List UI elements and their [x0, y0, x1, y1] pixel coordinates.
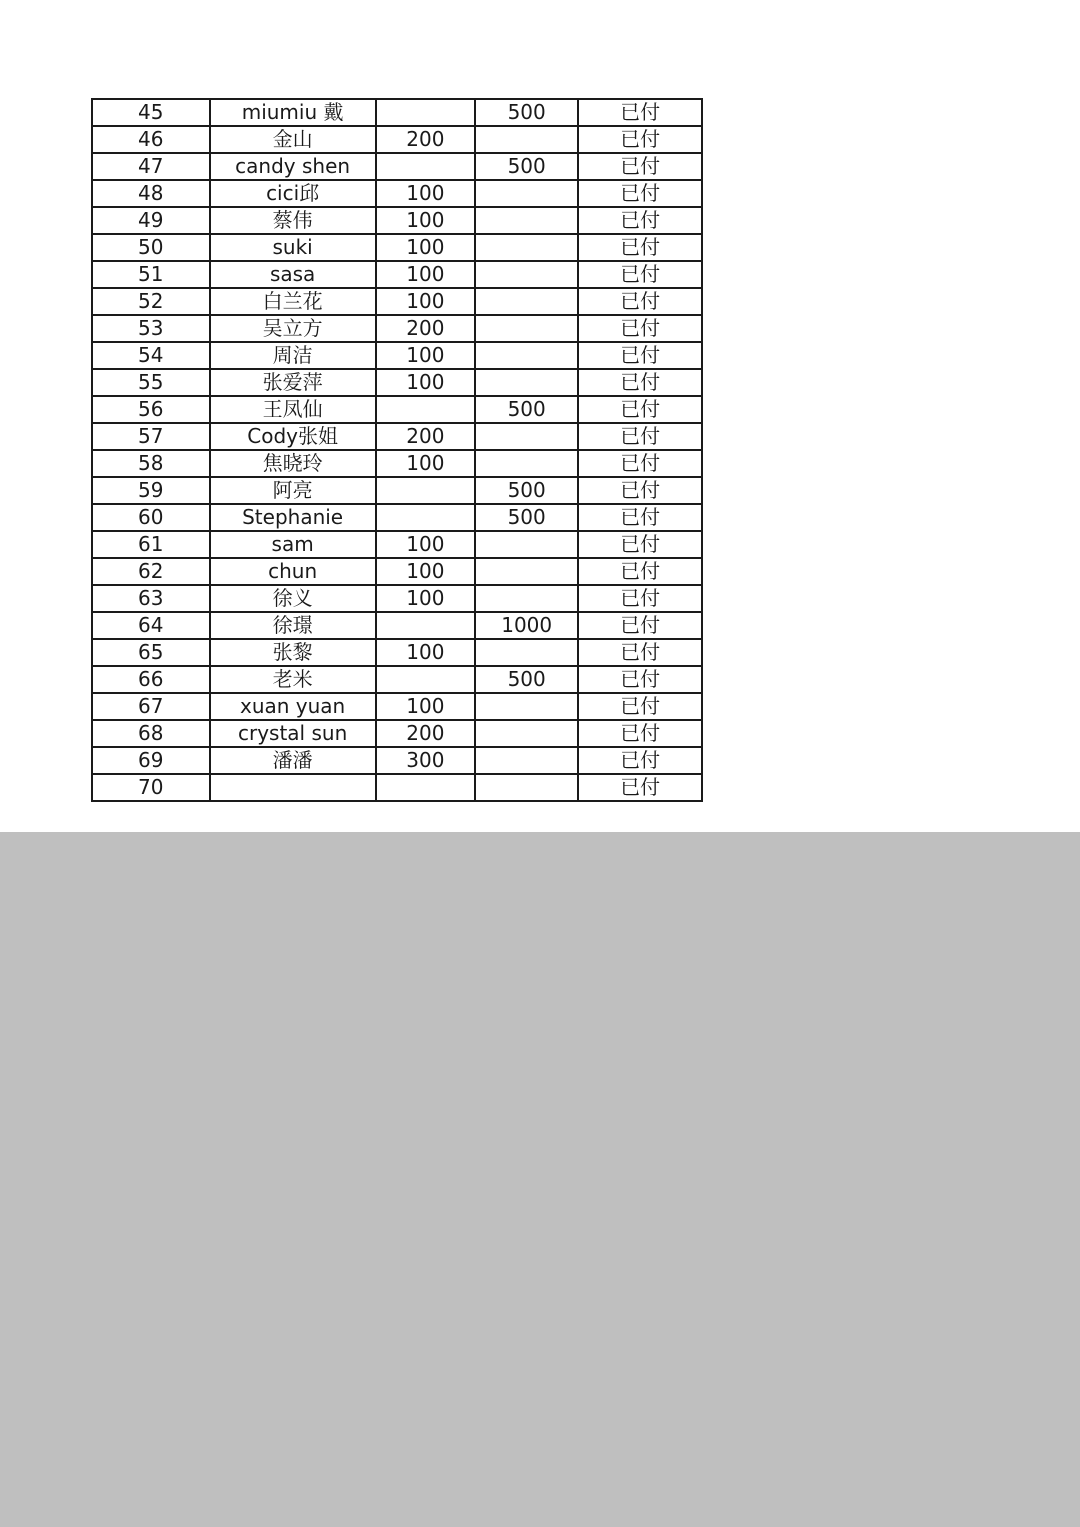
amount-a-cell: 100	[376, 531, 475, 558]
row-number-cell: 70	[92, 774, 210, 801]
row-number-cell: 54	[92, 342, 210, 369]
amount-b-cell	[475, 315, 578, 342]
amount-b-cell	[475, 342, 578, 369]
name-cell: candy shen	[210, 153, 376, 180]
table-row	[92, 747, 702, 774]
table-row	[92, 396, 702, 423]
payment-status-cell: 已付	[578, 693, 702, 720]
payment-status-cell: 已付	[578, 126, 702, 153]
row-number-cell: 68	[92, 720, 210, 747]
amount-b-cell: 500	[475, 99, 578, 126]
table-row	[92, 207, 702, 234]
table-row	[92, 504, 702, 531]
amount-b-cell	[475, 261, 578, 288]
name-cell: 张黎	[210, 639, 376, 666]
payment-status-cell: 已付	[578, 720, 702, 747]
row-number-cell: 45	[92, 99, 210, 126]
amount-a-cell	[376, 477, 475, 504]
amount-a-cell: 300	[376, 747, 475, 774]
amount-b-cell	[475, 207, 578, 234]
payment-status-cell: 已付	[578, 261, 702, 288]
name-cell: suki	[210, 234, 376, 261]
table-row	[92, 180, 702, 207]
row-number-cell: 69	[92, 747, 210, 774]
row-number-cell: 61	[92, 531, 210, 558]
payment-status-cell: 已付	[578, 504, 702, 531]
name-cell: 焦晓玲	[210, 450, 376, 477]
payment-status-cell: 已付	[578, 396, 702, 423]
row-number-cell: 59	[92, 477, 210, 504]
amount-b-cell	[475, 585, 578, 612]
table-row	[92, 531, 702, 558]
payment-status-cell: 已付	[578, 99, 702, 126]
payment-status-cell: 已付	[578, 477, 702, 504]
payment-status-cell: 已付	[578, 153, 702, 180]
amount-b-cell	[475, 450, 578, 477]
payment-status-cell: 已付	[578, 666, 702, 693]
amount-b-cell: 500	[475, 666, 578, 693]
name-cell: Cody张姐	[210, 423, 376, 450]
payment-status-cell: 已付	[578, 612, 702, 639]
row-number-cell: 49	[92, 207, 210, 234]
table-body	[92, 99, 702, 801]
table-row	[92, 612, 702, 639]
row-number-cell: 46	[92, 126, 210, 153]
name-cell: 王凤仙	[210, 396, 376, 423]
amount-a-cell: 100	[376, 639, 475, 666]
amount-a-cell: 100	[376, 207, 475, 234]
name-cell: 周洁	[210, 342, 376, 369]
amount-a-cell	[376, 504, 475, 531]
amount-b-cell	[475, 774, 578, 801]
table-row	[92, 99, 702, 126]
amount-b-cell	[475, 639, 578, 666]
amount-a-cell: 100	[376, 180, 475, 207]
payment-status-cell: 已付	[578, 558, 702, 585]
amount-a-cell: 100	[376, 234, 475, 261]
amount-b-cell: 500	[475, 477, 578, 504]
table-row	[92, 342, 702, 369]
amount-b-cell	[475, 558, 578, 585]
name-cell: 老米	[210, 666, 376, 693]
amount-b-cell	[475, 369, 578, 396]
row-number-cell: 50	[92, 234, 210, 261]
row-number-cell: 53	[92, 315, 210, 342]
row-number-cell: 48	[92, 180, 210, 207]
payment-status-cell: 已付	[578, 585, 702, 612]
name-cell: xuan yuan	[210, 693, 376, 720]
payment-status-cell: 已付	[578, 234, 702, 261]
amount-b-cell	[475, 693, 578, 720]
amount-a-cell: 200	[376, 423, 475, 450]
amount-b-cell: 500	[475, 504, 578, 531]
name-cell: 徐义	[210, 585, 376, 612]
amount-a-cell: 100	[376, 585, 475, 612]
name-cell: 张爱萍	[210, 369, 376, 396]
payment-status-cell: 已付	[578, 450, 702, 477]
name-cell: 潘潘	[210, 747, 376, 774]
amount-a-cell	[376, 666, 475, 693]
name-cell: 白兰花	[210, 288, 376, 315]
name-cell: miumiu 戴	[210, 99, 376, 126]
amount-a-cell: 200	[376, 126, 475, 153]
table-row	[92, 423, 702, 450]
row-number-cell: 57	[92, 423, 210, 450]
name-cell: 金山	[210, 126, 376, 153]
payment-status-cell: 已付	[578, 774, 702, 801]
name-cell: cici邱	[210, 180, 376, 207]
amount-b-cell	[475, 234, 578, 261]
amount-b-cell: 1000	[475, 612, 578, 639]
row-number-cell: 58	[92, 450, 210, 477]
table-row	[92, 450, 702, 477]
table-row	[92, 126, 702, 153]
table-row	[92, 693, 702, 720]
name-cell: Stephanie	[210, 504, 376, 531]
name-cell: crystal sun	[210, 720, 376, 747]
amount-a-cell: 100	[376, 369, 475, 396]
amount-a-cell	[376, 396, 475, 423]
amount-b-cell	[475, 180, 578, 207]
name-cell: 蔡伟	[210, 207, 376, 234]
payment-status-cell: 已付	[578, 207, 702, 234]
row-number-cell: 64	[92, 612, 210, 639]
amount-b-cell	[475, 288, 578, 315]
row-number-cell: 65	[92, 639, 210, 666]
payment-status-cell: 已付	[578, 531, 702, 558]
amount-b-cell	[475, 720, 578, 747]
table-row	[92, 639, 702, 666]
amount-a-cell	[376, 99, 475, 126]
amount-a-cell: 100	[376, 558, 475, 585]
amount-b-cell	[475, 423, 578, 450]
payment-status-cell: 已付	[578, 369, 702, 396]
row-number-cell: 55	[92, 369, 210, 396]
payment-status-cell: 已付	[578, 180, 702, 207]
name-cell: 吴立方	[210, 315, 376, 342]
amount-a-cell: 100	[376, 261, 475, 288]
row-number-cell: 47	[92, 153, 210, 180]
table-row	[92, 315, 702, 342]
table-row	[92, 234, 702, 261]
amount-a-cell: 100	[376, 693, 475, 720]
amount-b-cell	[475, 126, 578, 153]
name-cell: chun	[210, 558, 376, 585]
name-cell: 阿亮	[210, 477, 376, 504]
row-number-cell: 67	[92, 693, 210, 720]
table-row	[92, 477, 702, 504]
table-row	[92, 720, 702, 747]
table-row	[92, 288, 702, 315]
table-row	[92, 666, 702, 693]
amount-a-cell: 200	[376, 720, 475, 747]
amount-b-cell: 500	[475, 153, 578, 180]
amount-a-cell: 100	[376, 288, 475, 315]
table-row	[92, 558, 702, 585]
amount-b-cell	[475, 531, 578, 558]
payment-status-cell: 已付	[578, 315, 702, 342]
row-number-cell: 56	[92, 396, 210, 423]
row-number-cell: 63	[92, 585, 210, 612]
row-number-cell: 60	[92, 504, 210, 531]
table-row	[92, 774, 702, 801]
table-row	[92, 261, 702, 288]
name-cell	[210, 774, 376, 801]
table-row	[92, 585, 702, 612]
payment-status-cell: 已付	[578, 288, 702, 315]
amount-a-cell	[376, 153, 475, 180]
amount-a-cell: 100	[376, 450, 475, 477]
payment-table	[91, 98, 703, 802]
table-row	[92, 369, 702, 396]
amount-a-cell	[376, 774, 475, 801]
payment-status-cell: 已付	[578, 423, 702, 450]
row-number-cell: 52	[92, 288, 210, 315]
payment-status-cell: 已付	[578, 639, 702, 666]
amount-a-cell: 200	[376, 315, 475, 342]
amount-a-cell	[376, 612, 475, 639]
amount-a-cell: 100	[376, 342, 475, 369]
amount-b-cell	[475, 747, 578, 774]
name-cell: sasa	[210, 261, 376, 288]
gray-cover-overlay	[0, 832, 1080, 1527]
row-number-cell: 51	[92, 261, 210, 288]
amount-b-cell: 500	[475, 396, 578, 423]
name-cell: sam	[210, 531, 376, 558]
table-row	[92, 153, 702, 180]
name-cell: 徐璟	[210, 612, 376, 639]
payment-status-cell: 已付	[578, 342, 702, 369]
row-number-cell: 62	[92, 558, 210, 585]
row-number-cell: 66	[92, 666, 210, 693]
payment-status-cell: 已付	[578, 747, 702, 774]
